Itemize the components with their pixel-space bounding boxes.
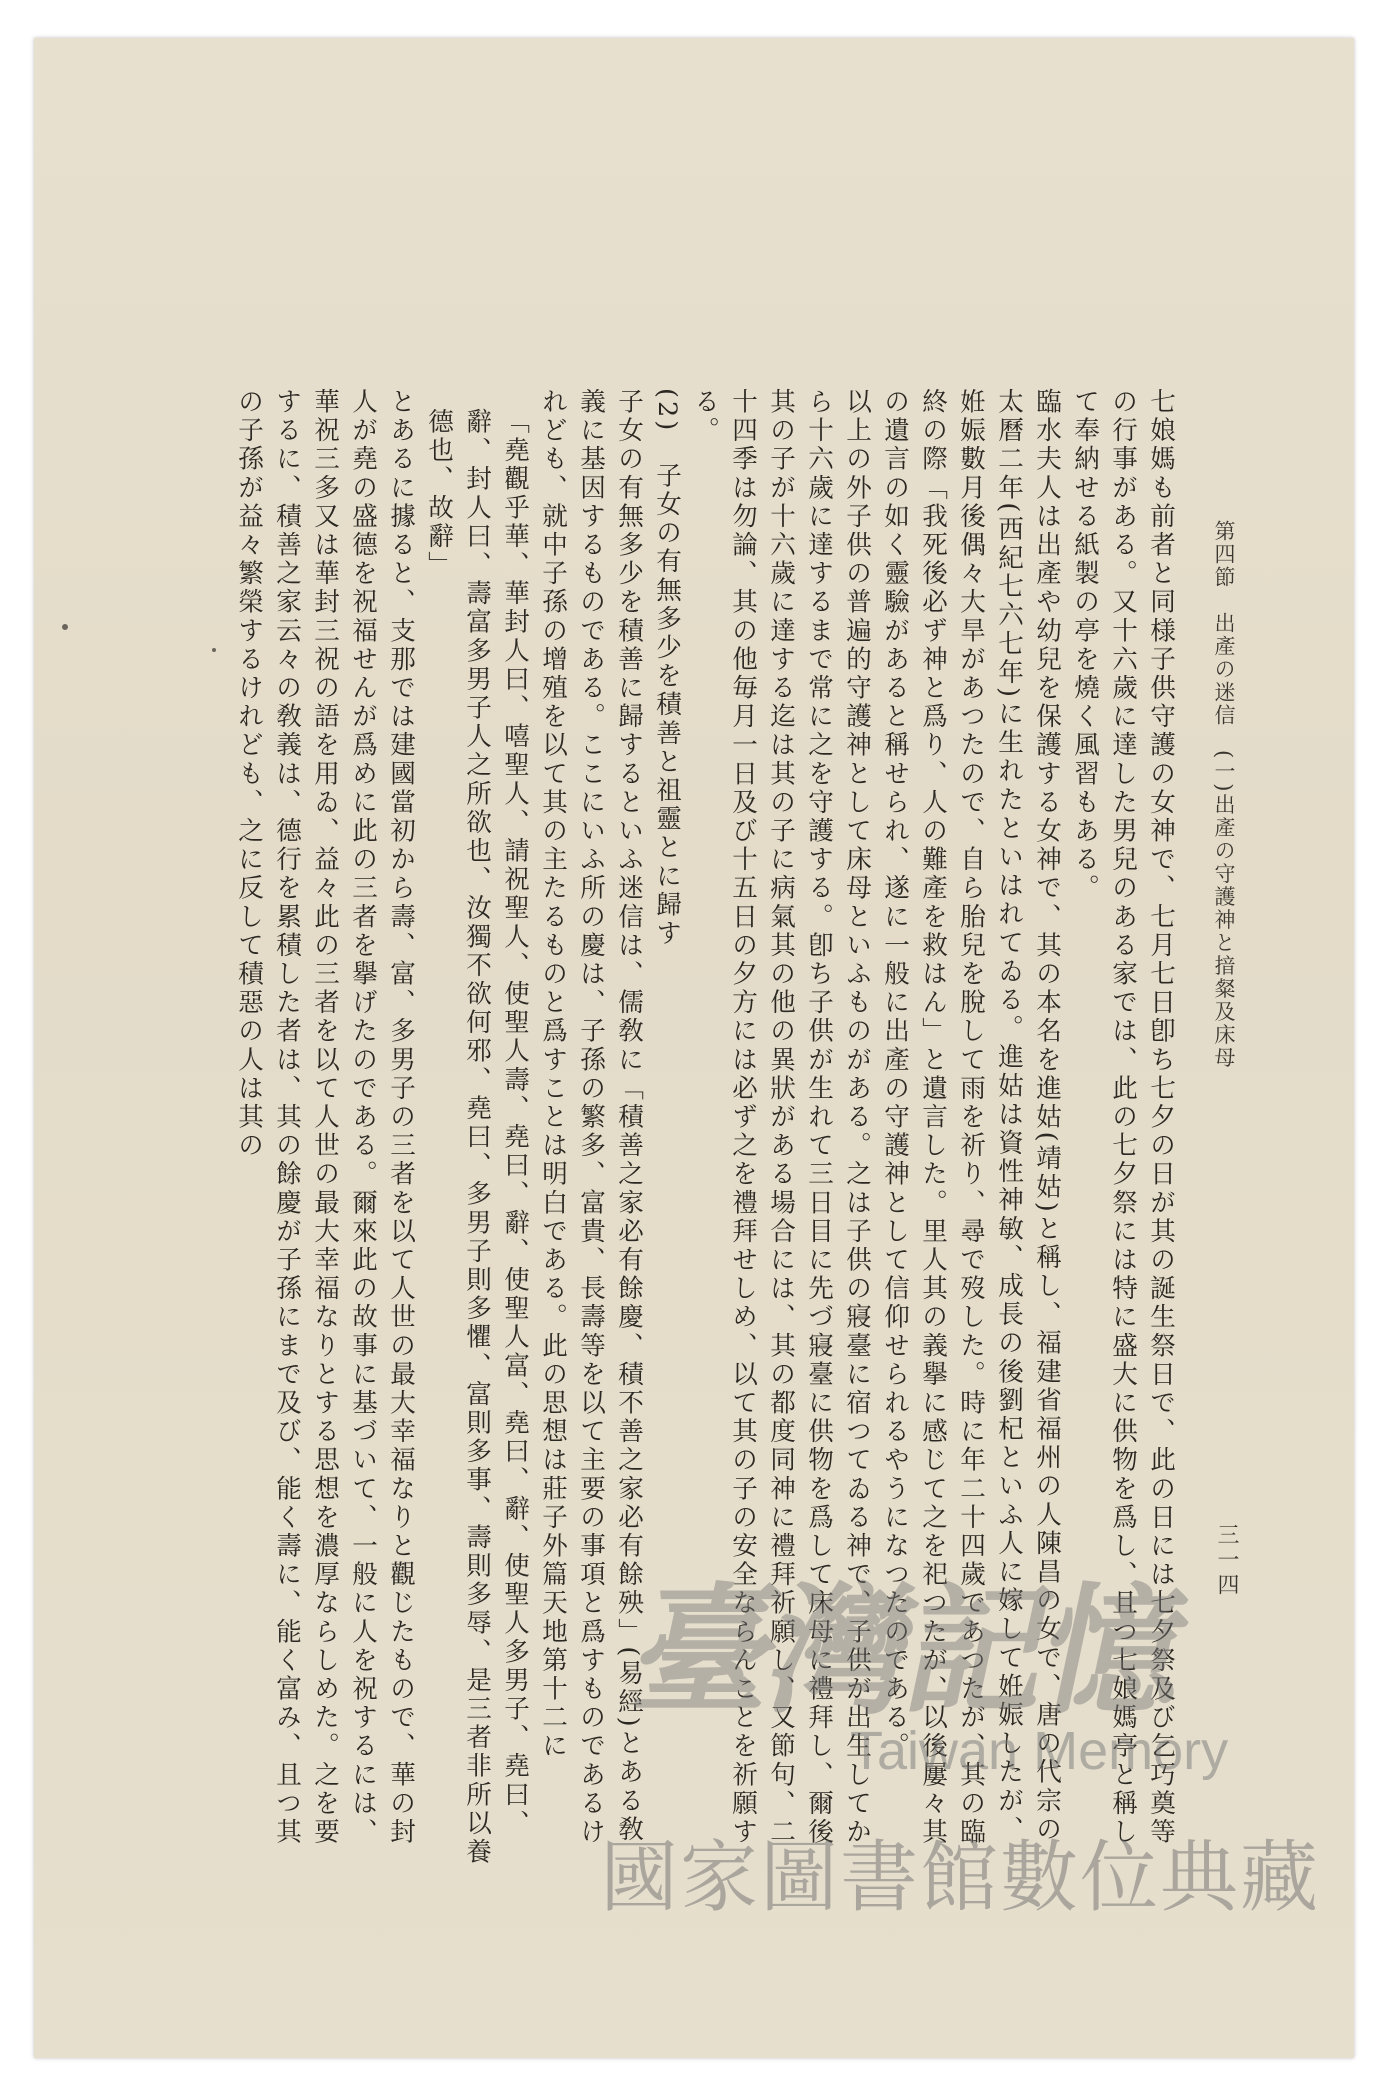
running-head: 第四節 出產の迷信 (一)出產の守護神と揞粲及床母 — [1212, 520, 1236, 1070]
quotation-zhuangzi: 「堯觀乎華、華封人曰、嘻聖人、請祝聖人、使聖人壽、堯曰、辭、使聖人富、堯曰、辭、使聖人多男子、堯曰、辭、封人曰、壽富多男子人之所欲也、汝獨不欲何邪、堯曰、多男子則多懼、富則多事、壽則多辱、是三者非所以養德也、故辭」 — [424, 408, 530, 1867]
section-heading: (2) 子女の有無多少を積善と祖靈とに歸す — [652, 388, 682, 949]
paragraph-conclusion: とあるに據ると、支那では建國當初から壽、富、多男子の三者を以て人世の最大幸福なりと觀じたもので、華の封人が堯の盛德を祝福せんが爲めに此の三者を擧げたのである。爾來此の故事に基づいて、一般に人を祝するには、華祝三多又は華封三祝の語を用ゐ、益々此の三者を以て人世の最大幸福なりとする思想を濃厚ならしめた。之を要するに、積善之家云々の敎義は、德行を累積した者は、其の餘慶が子孫にまで及び、能く壽に、能く富み、且つ其の子孫が益々繁榮するけれども、之に反して積惡の人は其の — [234, 388, 416, 1847]
watermark-calligraphy: 臺灣記憶 — [620, 1570, 1200, 1734]
page-number: 三一四 — [1214, 1523, 1239, 1598]
paper-speck — [212, 648, 216, 652]
body-text — [80, 388, 1180, 1868]
paper-speck — [62, 624, 68, 630]
watermark-chinese: 國家圖書館數位典藏 — [600, 1833, 1321, 1923]
paragraph-linshui-furen: 臨水夫人は出產や幼兒を保護する女神で、其の本名を進姑(靖姑)と稱し、福建省福州の人陳昌の女で、唐の代宗の太曆二年(西紀七六七年)に生れたといはれてゐる。進姑は資性神敏、成長の後劉杞といふ人に嫁して姙娠したが、姙娠數月後偶々大旱があつたので、自ら胎兒を脫して雨を祈り、尋で歿した。時に年二十四歲であつたが、其の臨終の際「我死後必ず神と爲り、人の難產を救はん」と遺言した。里人其の義擧に感じて之を祀つたが、以後屢々其の遺言の如く靈驗があると稱せられ、遂に一般に出產の守護神として信仰せられるやうになつたのである。 — [880, 388, 1062, 1847]
paragraph-qiniangma: 七娘媽も前者と同様子供守護の女神で、七月七日卽ち七夕の日が其の誕生祭日で、此の日には七夕祭及び乞巧奠等の行事がある。又十六歲に達した男兒のある家では、此の七夕祭には特に盛大に供物を爲し、且つ七娘媽亭と稱して奉納せる紙製の亭を燒く風習もある。 — [1070, 388, 1176, 1847]
book-page — [34, 38, 1354, 2058]
paragraph-chuangmu: 以上の外子供の普遍的守護神として床母といふものがある。之は子供の寢臺に宿つてゐる神で、子供が出生してから十六歲に達するまで常に之を守護する。卽ち子供が生れて三日目に先づ寢臺に供物を爲して床母に禮拜し、爾後其の子が十六歲に達する迄は其の子に病氣其の他の異狀がある場合には、其の都度同神に禮拜祈願し、又節句、二十四季は勿論、其の他毎月一日及び十五日の夕方には必ず之を禮拜せしめ、以て其の子の安全ならんことを祈願する。 — [690, 388, 872, 1847]
paragraph-jishan: 子女の有無多少を積善に歸するといふ迷信は、儒敎に「積善之家必有餘慶、積不善之家必有餘殃」(易經)とある敎義に基因するものである。ここにいふ所の慶は、子孫の繁多、富貴、長壽等を以て主要の事項と爲すものであるけれども、就中子孫の增殖を以て其の主たるものと爲すことは明白である。此の思想は莊子外篇天地第十二に — [538, 388, 644, 1847]
watermark-english: Taiwan Memory — [850, 1721, 1229, 1781]
